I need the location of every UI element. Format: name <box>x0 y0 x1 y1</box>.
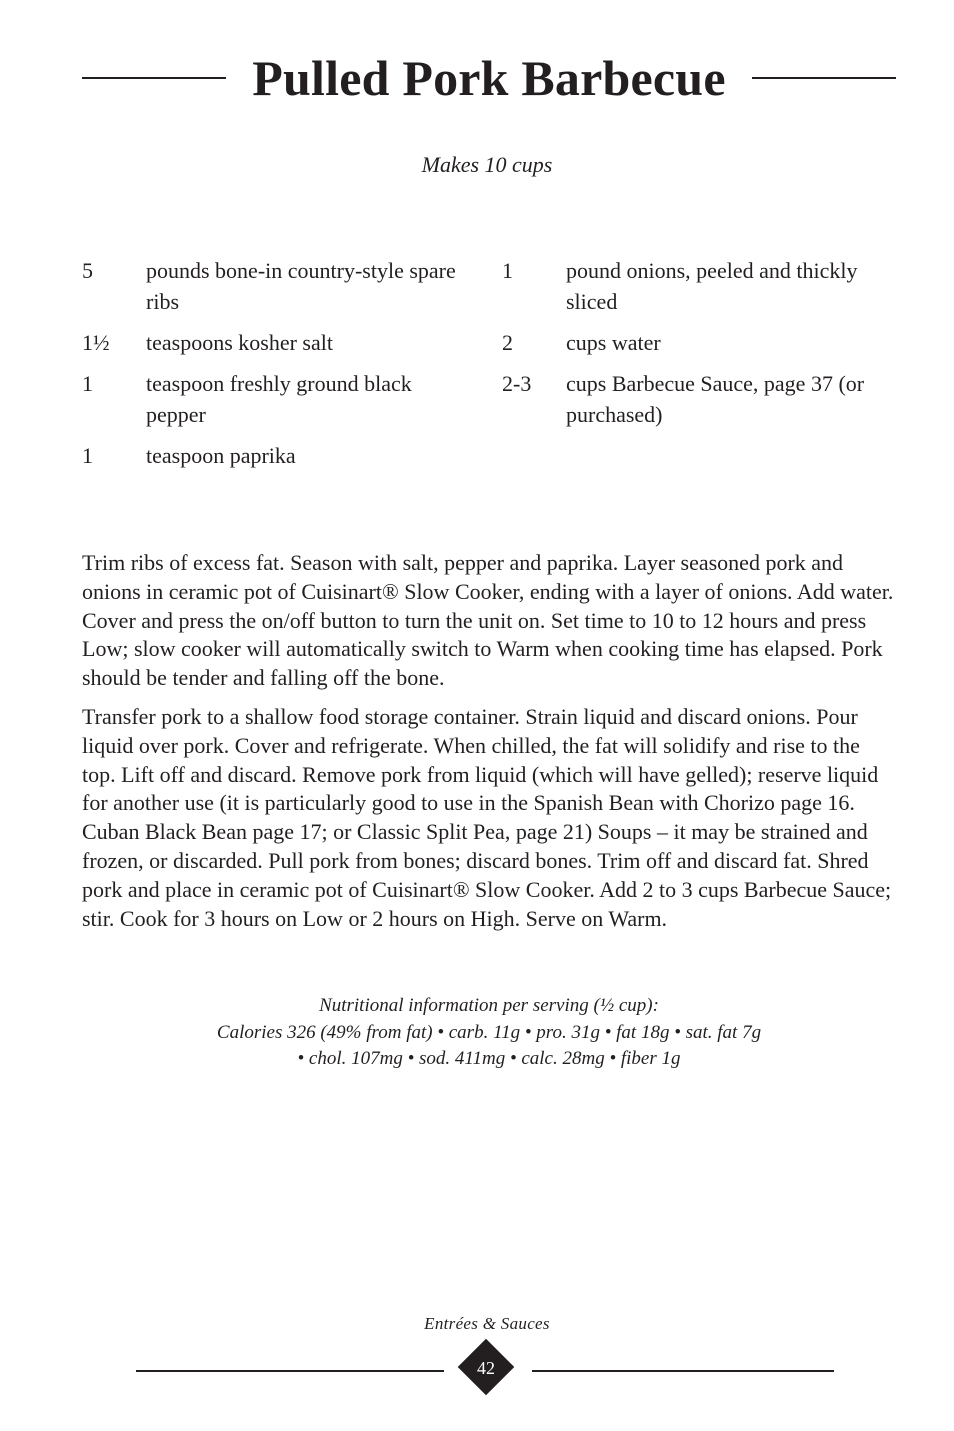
ingredient-item <box>82 368 462 430</box>
method-paragraph: Trim ribs of excess fat. Season with salt, pepper and paprika. Layer seasoned pork and onions in ceramic pot of Cuisinart® Slow Cooker, ending with a layer of onions. Add water. Cover and press the on/off button to turn the unit on. Set time to 10 to 12 hours and press Low; slow cooker will automatically switch to Warm when cooking time has elapsed. Pork should be tender and falling off the bone. <box>82 550 894 691</box>
ingredient-description: teaspoon paprika <box>146 443 296 468</box>
ingredients-left-column <box>82 255 462 481</box>
ingredient-quantity: 1 <box>82 443 93 468</box>
ingredient-quantity: 1 <box>82 371 93 396</box>
nutrition-info <box>82 993 896 1073</box>
footer-section-label: Entrées & Sauces <box>424 1314 550 1333</box>
ingredient-quantity: 2 <box>502 330 513 355</box>
ingredient-item <box>82 440 462 471</box>
method-instructions <box>82 549 896 943</box>
footer-rule-right <box>532 1370 834 1372</box>
ingredient-description: cups Barbecue Sauce, page 37 (or purchased) <box>566 371 865 427</box>
ingredient-item <box>82 327 462 358</box>
page-number: 42 <box>477 1358 495 1378</box>
ingredient-item <box>502 368 896 430</box>
ingredient-item <box>82 255 462 317</box>
ingredient-item <box>502 327 896 358</box>
recipe-yield: Makes 10 cups <box>421 152 553 177</box>
ingredients-right-column <box>502 255 896 440</box>
ingredient-item <box>502 255 896 317</box>
ingredient-quantity: 1½ <box>82 330 110 355</box>
ingredient-description: teaspoons kosher salt <box>146 330 333 355</box>
footer-rule-left <box>136 1370 444 1372</box>
title-rule-left <box>82 77 226 79</box>
method-paragraph: Transfer pork to a shallow food storage container. Strain liquid and discard onions. Pour liquid over pork. Cover and refrigerate. When chilled, the fat will solidify and rise to the top. Lift off and discard. Remove pork from liquid (which will have gelled); reserve liquid for another use (it is particularly good to use in the Spanish Bean with Chorizo page 16. Cuban Black Bean page 17; or Classic Split Pea, page 21) Soups – it may be strained and frozen, or discarded. Pull pork from bones; discard bones. Trim off and discard fat. Shred pork and place in ceramic pot of Cuisinart® Slow Cooker. Add 2 to 3 cups Barbecue Sauce; stir. Cook for 3 hours on Low or 2 hours on High. Serve on Warm. <box>82 703 892 931</box>
recipe-title: Pulled Pork Barbecue <box>252 50 726 106</box>
nutrition-line: Calories 326 (49% from fat) • carb. 11g • pro. 31g • fat 18g • sat. fat 7g <box>216 1021 762 1043</box>
ingredient-description: teaspoon freshly ground black pepper <box>146 371 412 427</box>
ingredient-quantity: 2-3 <box>502 371 532 396</box>
ingredient-description: cups water <box>566 330 661 355</box>
ingredient-description: pounds bone-in country-style spare ribs <box>146 258 456 314</box>
ingredient-quantity: 1 <box>502 258 513 283</box>
ingredient-description: pound onions, peeled and thickly sliced <box>566 258 858 314</box>
title-rule-right <box>752 77 896 79</box>
nutrition-heading: Nutritional information per serving (½ cup): <box>319 995 659 1016</box>
nutrition-line: • chol. 107mg • sod. 411mg • calc. 28mg • fiber 1g <box>297 1048 681 1069</box>
ingredient-quantity: 5 <box>82 258 93 283</box>
title-row <box>82 46 896 110</box>
